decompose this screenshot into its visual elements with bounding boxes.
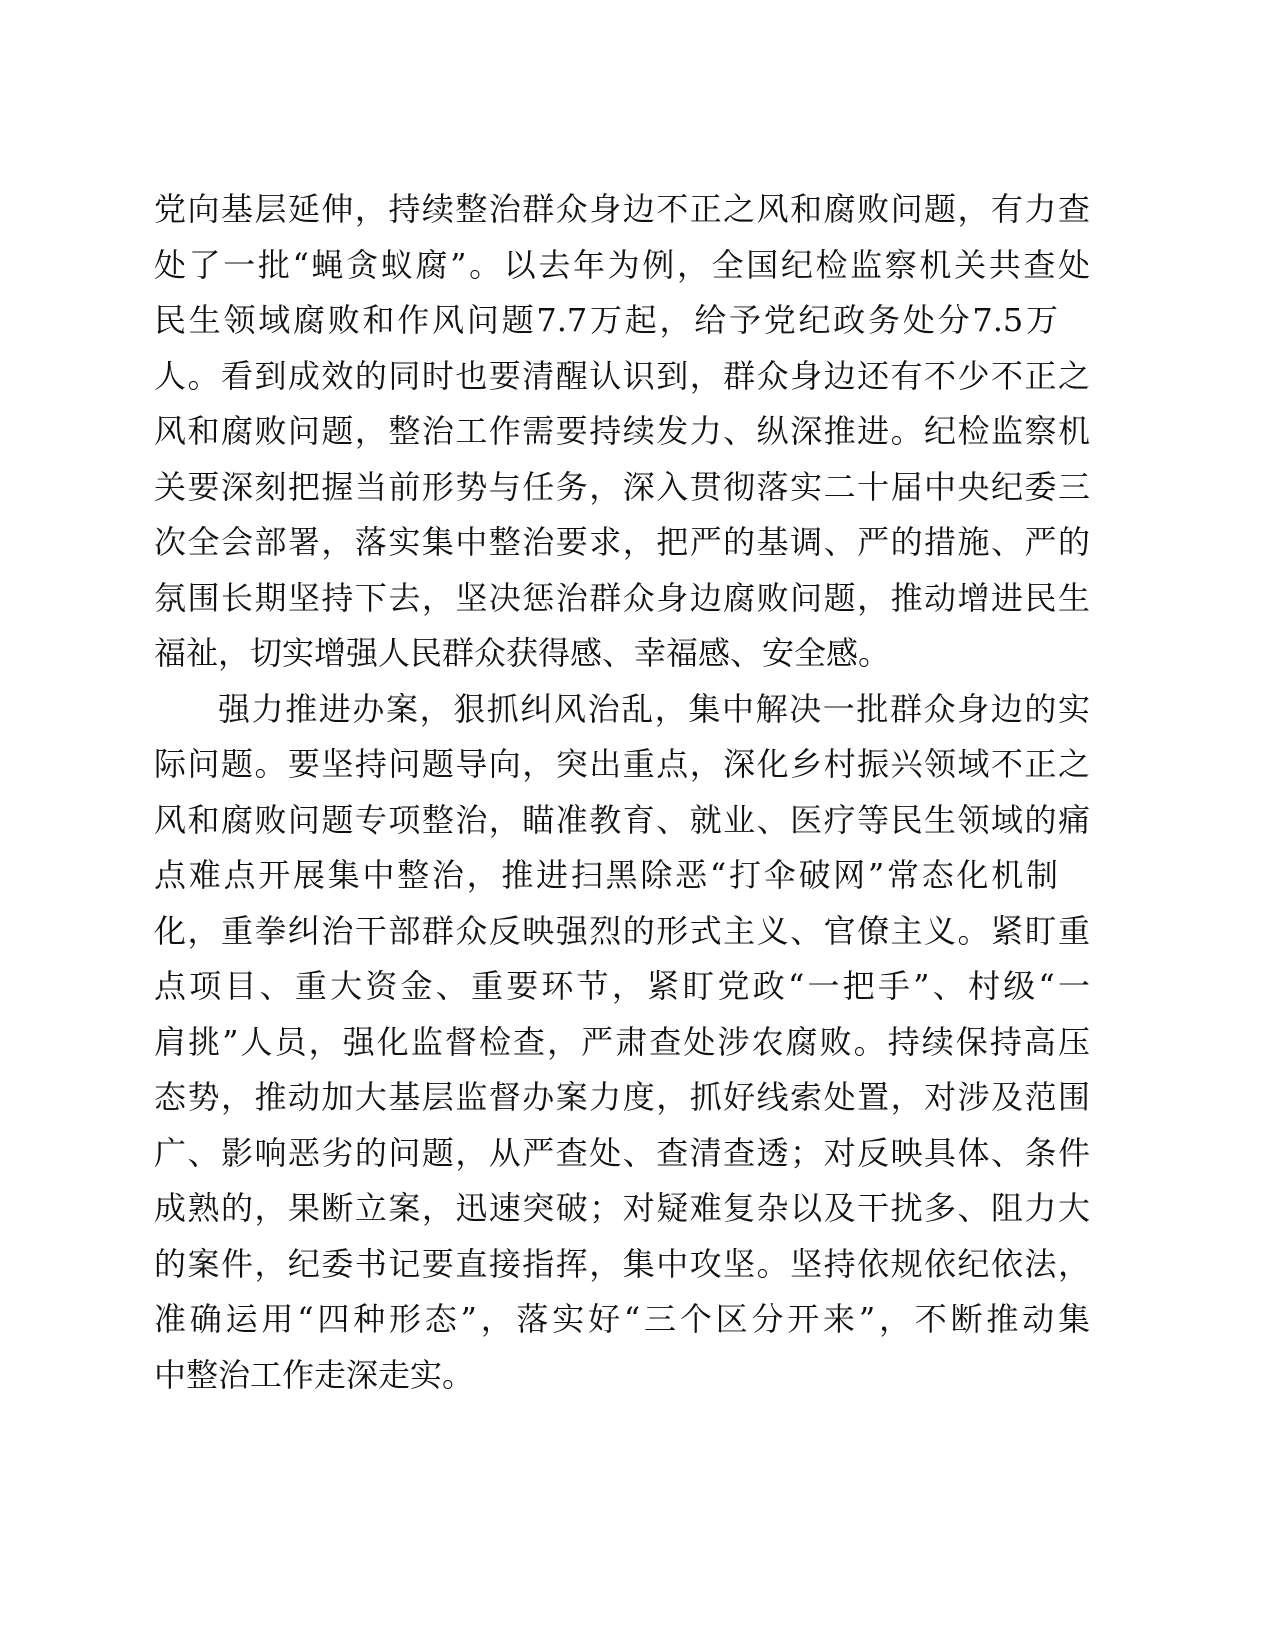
text-line: 际问题。要坚持问题导向，突出重点，深化乡村振兴领域不正之 bbox=[154, 745, 1090, 783]
document-body bbox=[154, 182, 1090, 1403]
text-line: 人。看到成效的同时也要清醒认识到，群众身边还有不少不正之 bbox=[154, 356, 1090, 395]
text-line: 关要深刻把握当前形势与任务，深入贯彻落实二十届中央纪委三 bbox=[154, 467, 1090, 506]
text-line: 的案件，纪委书记要直接指挥，集中攻坚。坚持依规依纪依法， bbox=[154, 1244, 1090, 1283]
text-line: 风和腐败问题，整治工作需要持续发力、纵深推进。纪检监察机 bbox=[154, 412, 1090, 450]
text-line: 肩挑”人员，强化监督检查，严肃查处涉农腐败。持续保持高压 bbox=[154, 1022, 1090, 1061]
paragraph-2 bbox=[154, 682, 1090, 1404]
text-line: 风和腐败问题专项整治，瞄准教育、就业、医疗等民生领域的痛 bbox=[154, 800, 1090, 839]
text-line: 强力推进办案，狠抓纠风治乱，集中解决一批群众身边的实 bbox=[218, 689, 1090, 728]
text-line: 化，重拳纠治干部群众反映强烈的形式主义、官僚主义。紧盯重 bbox=[154, 911, 1090, 950]
text-line: 氛围长期坚持下去，坚决惩治群众身边腐败问题，推动增进民生 bbox=[154, 578, 1090, 617]
text-line: 次全会部署，落实集中整治要求，把严的基调、严的措施、严的 bbox=[154, 523, 1090, 561]
text-line: 广、影响恶劣的问题，从严查处、查清查透；对反映具体、条件 bbox=[154, 1133, 1090, 1172]
text-line: 点项目、重大资金、重要环节，紧盯党政“一把手”、村级“一 bbox=[154, 967, 1090, 1005]
text-line: 福祉，切实增强人民群众获得感、幸福感、安全感。 bbox=[154, 634, 891, 672]
text-line: 成熟的，果断立案，迅速突破；对疑难复杂以及干扰多、阻力大 bbox=[154, 1189, 1090, 1227]
text-line: 中整治工作走深走实。 bbox=[154, 1355, 475, 1394]
text-line: 准确运用“四种形态”，落实好“三个区分开来”，不断推动集 bbox=[154, 1300, 1090, 1338]
paragraph-1 bbox=[154, 182, 1090, 682]
text-line: 态势，推动加大基层监督办案力度，抓好线索处置，对涉及范围 bbox=[154, 1078, 1090, 1116]
text-line: 党向基层延伸，持续整治群众身边不正之风和腐败问题，有力查 bbox=[154, 190, 1090, 228]
text-line: 处了一批“蝇贪蚁腐”。以去年为例，全国纪检监察机关共查处 bbox=[154, 245, 1090, 284]
text-line: 民生领域腐败和作风问题7.7万起，给予党纪政务处分7.5万 bbox=[154, 301, 1058, 339]
text-line: 点难点开展集中整治，推进扫黑除恶“打伞破网”常态化机制 bbox=[154, 856, 1058, 894]
